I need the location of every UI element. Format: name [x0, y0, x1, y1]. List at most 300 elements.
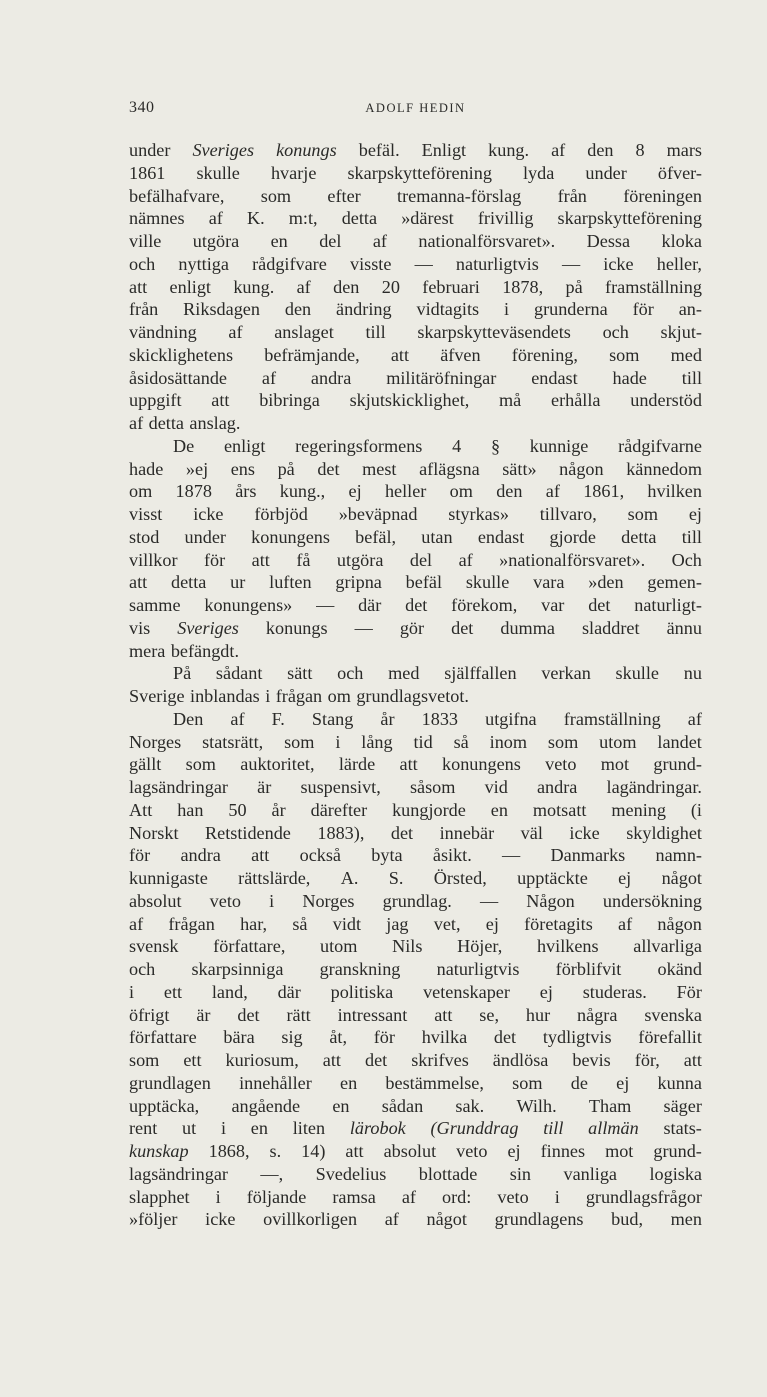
word: det — [364, 1050, 388, 1070]
text-line — [129, 503, 702, 526]
word: ens — [230, 458, 255, 479]
word: under — [184, 526, 226, 547]
word: regeringsformens — [295, 435, 423, 456]
word: förbjöd — [254, 504, 308, 524]
word: luften — [269, 572, 312, 593]
word: för — [203, 549, 226, 570]
word: aflägsna — [419, 458, 480, 479]
word: mot — [600, 754, 630, 775]
word: åsidosättande — [129, 367, 227, 388]
word: frågan — [168, 913, 215, 934]
word: en — [340, 1072, 358, 1093]
word: visst — [129, 504, 163, 524]
word: efter — [327, 185, 361, 206]
word: sin — [509, 1163, 532, 1184]
text-line — [129, 799, 702, 822]
word: konungs — [265, 617, 328, 638]
word: någon — [559, 458, 604, 479]
word: februari — [422, 276, 480, 297]
word: — — [414, 253, 433, 274]
text-line — [129, 253, 702, 276]
word: kännedom — [626, 458, 702, 479]
word: att — [129, 276, 148, 297]
word: detta — [171, 572, 207, 593]
word: »därest — [401, 208, 454, 229]
word: det — [405, 595, 428, 615]
word: statsrätt, — [202, 731, 264, 752]
text-line — [129, 844, 702, 867]
word: har, — [240, 913, 268, 934]
word: i — [335, 731, 341, 752]
word: styrkas» — [448, 504, 509, 524]
word: men — [670, 1209, 702, 1230]
word: lagsändringar — [129, 777, 228, 797]
word: ett — [163, 981, 183, 1002]
text-line — [129, 367, 702, 390]
word: att — [390, 344, 410, 365]
word: skicklighetens — [129, 344, 234, 365]
text-line — [129, 480, 702, 503]
word: ut — [182, 1118, 197, 1139]
text-line — [129, 1049, 702, 1072]
word: konungens» — [204, 595, 293, 615]
word: ville — [129, 231, 162, 251]
word: någon — [657, 913, 702, 934]
word: grundlag. — [382, 890, 452, 911]
word: detta — [341, 208, 378, 229]
word: gjorde — [549, 526, 596, 547]
word: Dessa — [586, 231, 631, 251]
word: att — [211, 390, 230, 411]
word: kloka — [661, 231, 702, 251]
word: han — [177, 799, 204, 820]
word: förefallit — [638, 1027, 702, 1048]
text-line — [129, 389, 702, 412]
word: hade — [612, 367, 647, 388]
word: svensk — [129, 936, 179, 957]
word: militäröfningar — [386, 367, 497, 388]
word: om — [327, 686, 351, 706]
word: att — [345, 1141, 364, 1161]
word: konungens — [442, 754, 521, 775]
word: logiska — [649, 1163, 702, 1184]
word: år — [380, 708, 395, 729]
word: utgöra — [192, 231, 240, 251]
word: visste — [349, 253, 392, 274]
text-line — [129, 412, 702, 435]
word: vanliga — [563, 1163, 618, 1184]
word: Svedelius — [315, 1163, 387, 1184]
word: slapphet — [129, 1186, 190, 1207]
word: af — [296, 276, 311, 297]
word: K. — [246, 208, 265, 229]
word: en — [250, 1118, 268, 1139]
word: skulle — [465, 572, 510, 593]
word: kunna — [657, 1072, 702, 1093]
word: lång — [361, 731, 393, 752]
word: hvilken — [647, 481, 702, 502]
word: något — [426, 1209, 467, 1230]
word: af — [551, 140, 566, 160]
word: ett — [183, 1050, 202, 1070]
word: 8 — [635, 140, 645, 160]
word: af — [384, 1209, 399, 1230]
word: hvilkens — [536, 936, 599, 957]
word: Retstidende — [205, 822, 291, 843]
word: naturligtvis — [455, 253, 539, 274]
word: 1883), — [317, 822, 365, 843]
word: förblifvit — [555, 959, 622, 979]
word: öfver- — [657, 162, 702, 183]
word: och — [129, 253, 156, 274]
word: att — [251, 549, 270, 570]
word: ej — [507, 1141, 521, 1161]
word: utom — [320, 936, 358, 957]
word: för — [129, 845, 151, 866]
word: okänd — [657, 959, 702, 979]
word: till — [681, 526, 702, 547]
word: På — [173, 663, 192, 684]
word: enligt — [223, 435, 266, 456]
word: 50 — [228, 799, 247, 820]
word: af — [230, 708, 245, 729]
word: af — [687, 708, 702, 729]
word: andra — [536, 777, 578, 797]
text-line — [129, 1163, 702, 1186]
word: åsikt. — [432, 845, 472, 866]
word: heller, — [656, 253, 702, 274]
word: gällt — [129, 754, 162, 775]
word: sätt» — [502, 458, 537, 479]
word: Nils — [392, 936, 423, 957]
word: sätt — [287, 663, 313, 684]
word: Att — [129, 799, 153, 820]
body-text — [129, 139, 702, 1231]
word: af — [129, 913, 144, 934]
word: konungens — [251, 526, 330, 547]
text-line — [129, 1095, 702, 1118]
word: rent — [129, 1118, 158, 1139]
word: anslag. — [189, 413, 241, 433]
word: själffallen — [444, 663, 517, 684]
text-line — [129, 776, 702, 799]
word: bestämmelse, — [385, 1072, 484, 1093]
word: är — [257, 777, 272, 797]
word: och — [337, 663, 364, 684]
word: ej — [348, 481, 362, 502]
word: bud, — [611, 1209, 643, 1230]
word: som — [512, 1072, 543, 1093]
word: stats- — [663, 1118, 702, 1139]
word: de — [570, 1072, 588, 1093]
word: den — [587, 140, 614, 160]
word: befängdt. — [170, 640, 239, 661]
word: grundlagen — [129, 1072, 211, 1093]
word: icke — [193, 504, 224, 524]
word: »den — [588, 572, 624, 593]
word: Sveriges — [192, 140, 255, 160]
word: liten — [292, 1118, 326, 1139]
word: som — [609, 344, 640, 365]
word: om — [129, 481, 153, 502]
word: den — [284, 299, 312, 320]
word: stod — [129, 526, 160, 547]
word: lärde — [338, 754, 376, 775]
text-line — [129, 526, 702, 549]
word: 14) — [301, 1141, 326, 1161]
word: väl — [520, 822, 543, 843]
word: gemen- — [647, 572, 702, 593]
word: i — [215, 1186, 221, 1207]
word: endast — [477, 526, 525, 547]
word: skjutskicklighet, — [349, 390, 470, 411]
word: »nationalförsvaret». — [499, 549, 646, 570]
word: en — [490, 799, 508, 820]
word: rådgifvarne — [618, 435, 702, 456]
word: absolut — [129, 890, 182, 911]
text-line — [129, 207, 702, 230]
word: icke — [603, 253, 634, 274]
word: »följer — [129, 1209, 178, 1230]
word: Danmarks — [550, 845, 626, 866]
word: som — [627, 504, 658, 524]
word: vidt — [332, 913, 362, 934]
word: innehåller — [239, 1072, 312, 1093]
word: i — [265, 686, 271, 706]
word: var — [541, 595, 565, 615]
word: under — [585, 162, 627, 183]
word: icke — [569, 822, 600, 843]
word: Sveriges — [177, 617, 239, 638]
word: rätt — [286, 1004, 311, 1025]
word: den — [333, 276, 360, 297]
word: understöd — [630, 390, 702, 411]
word: befäl. — [358, 140, 400, 160]
word: på — [277, 458, 295, 479]
word: 1878 — [175, 481, 212, 502]
word: grundlagsfrågor — [585, 1186, 702, 1207]
word: 1861 — [129, 162, 166, 183]
word: inom — [489, 731, 528, 752]
word: 20 — [381, 276, 400, 297]
word: kunskap — [129, 1141, 189, 1161]
word: som — [284, 731, 315, 752]
word: angående — [231, 1095, 301, 1116]
word: bevis — [572, 1050, 611, 1070]
word: af — [458, 549, 473, 570]
word: utgöra — [336, 549, 384, 570]
word: till — [365, 322, 386, 342]
word: konungs — [276, 140, 337, 160]
word: Sverige — [129, 686, 185, 706]
word: villkor — [129, 549, 178, 570]
word: lyda — [522, 162, 555, 183]
word: i — [504, 299, 510, 320]
word: år — [271, 799, 286, 820]
word: några — [577, 1004, 618, 1025]
word: del — [319, 231, 342, 251]
word: se, — [479, 1004, 499, 1025]
word: lagsändringar — [129, 1163, 228, 1184]
word: om — [449, 481, 473, 502]
word: upptäcka, — [129, 1095, 200, 1116]
word: De — [173, 435, 195, 456]
word: tillvaro, — [539, 504, 597, 524]
word: lagändringar. — [606, 777, 702, 797]
word: skarpskytteväsendets — [417, 322, 571, 342]
word: frågan — [275, 686, 323, 706]
word: inblandas — [190, 686, 260, 706]
word: del — [409, 549, 433, 570]
word: af — [618, 913, 633, 934]
word: anslaget — [274, 322, 334, 342]
word: en — [332, 1095, 350, 1116]
word: sådant — [215, 663, 263, 684]
word: mars — [666, 140, 702, 160]
word: land, — [211, 981, 248, 1002]
text-line — [129, 1140, 702, 1163]
word: af — [545, 481, 560, 502]
word: af — [261, 367, 277, 388]
text-line — [129, 571, 702, 594]
word: sådan — [381, 1095, 424, 1116]
word: nämnes — [129, 208, 185, 229]
word: som — [129, 1050, 160, 1070]
word: för — [632, 299, 654, 320]
word: erhålla — [551, 390, 601, 411]
text-line — [129, 344, 702, 367]
text-line — [129, 1026, 702, 1049]
word: att — [251, 845, 270, 866]
text-line — [129, 913, 702, 936]
word: § — [490, 435, 501, 456]
word: är — [196, 1004, 211, 1025]
word: kung., — [279, 481, 326, 502]
word: skarpskytteförening — [557, 208, 702, 229]
word: veto — [456, 1141, 488, 1161]
word: allvarliga — [633, 936, 702, 957]
word: ej — [618, 868, 632, 888]
word: Riksdagen — [183, 299, 260, 320]
word: mera — [129, 640, 166, 661]
word: under — [129, 140, 171, 160]
word: något — [661, 868, 702, 888]
word: hvilka — [421, 1027, 468, 1048]
word: sladdret — [581, 617, 640, 638]
word: innebär — [439, 822, 495, 843]
word: förening, — [511, 344, 578, 365]
word: motsatt — [532, 799, 587, 820]
word: bära — [223, 1027, 255, 1048]
word: vara — [533, 572, 565, 593]
word: kungjorde — [392, 799, 466, 820]
page-header — [129, 99, 702, 121]
text-line — [129, 708, 702, 731]
text-line — [129, 139, 702, 162]
word: Norges — [302, 890, 355, 911]
word: från — [557, 185, 587, 206]
word: namn- — [655, 845, 702, 866]
word: i — [220, 1118, 227, 1139]
word: ej — [616, 1072, 630, 1093]
word: auktoritet, — [240, 754, 315, 775]
word: det — [317, 458, 340, 479]
word: ord: — [442, 1186, 472, 1207]
word: politiska — [330, 981, 394, 1002]
word: grund- — [653, 754, 702, 775]
word: sig — [281, 1027, 303, 1048]
word: med — [670, 344, 702, 365]
word: Och — [671, 549, 702, 570]
word: suspensivt, — [300, 777, 381, 797]
word: andra — [180, 845, 221, 866]
word: från — [129, 299, 159, 320]
word: grund- — [653, 1141, 702, 1161]
text-line — [129, 458, 702, 481]
word: af — [372, 231, 387, 251]
word: lärobok — [349, 1118, 406, 1139]
text-line — [129, 822, 702, 845]
text-line — [129, 549, 702, 572]
text-line — [129, 662, 702, 685]
word: vet, — [433, 913, 461, 934]
word: 1861, — [583, 481, 625, 502]
word: skulle — [196, 162, 240, 183]
word: ramsa — [332, 1186, 376, 1207]
word: absolut — [383, 1141, 437, 1161]
word: till — [681, 367, 702, 388]
word: framställning — [605, 276, 702, 297]
word: —, — [260, 1163, 284, 1184]
word: Tham — [588, 1095, 632, 1116]
word: s. — [269, 1141, 282, 1161]
word: nationalförsvaret». — [418, 231, 556, 251]
word: gör — [399, 617, 425, 638]
text-line — [129, 685, 702, 708]
word: m:t, — [288, 208, 318, 229]
text-line — [129, 162, 702, 185]
word: skyldighet — [626, 822, 702, 843]
text-line — [129, 1208, 702, 1231]
word: detta — [621, 526, 657, 547]
word: vetenskaper — [423, 981, 510, 1002]
word: bibringa — [259, 390, 320, 411]
word: till — [543, 1118, 564, 1139]
word: vis — [129, 617, 151, 638]
text-line — [129, 935, 702, 958]
word: frivillig — [477, 208, 534, 229]
word: kung. — [233, 276, 275, 297]
word: mest — [362, 458, 397, 479]
word: svenska — [644, 1004, 702, 1025]
word: an- — [678, 299, 702, 320]
word: såsom — [409, 777, 456, 797]
word: 1878, — [502, 276, 544, 297]
word: skrifves — [411, 1050, 469, 1070]
word: det — [237, 1004, 260, 1025]
word: Norges — [129, 731, 182, 752]
word: undersökning — [602, 890, 702, 911]
word: föreningen — [623, 185, 702, 206]
word: detta — [148, 413, 184, 433]
word: sak. — [455, 1095, 485, 1116]
word: veto — [209, 890, 241, 911]
word: utom — [599, 731, 637, 752]
word: landet — [657, 731, 702, 752]
word: heller — [384, 481, 427, 502]
word: Stang — [311, 708, 354, 729]
word: uppgift — [129, 390, 182, 411]
